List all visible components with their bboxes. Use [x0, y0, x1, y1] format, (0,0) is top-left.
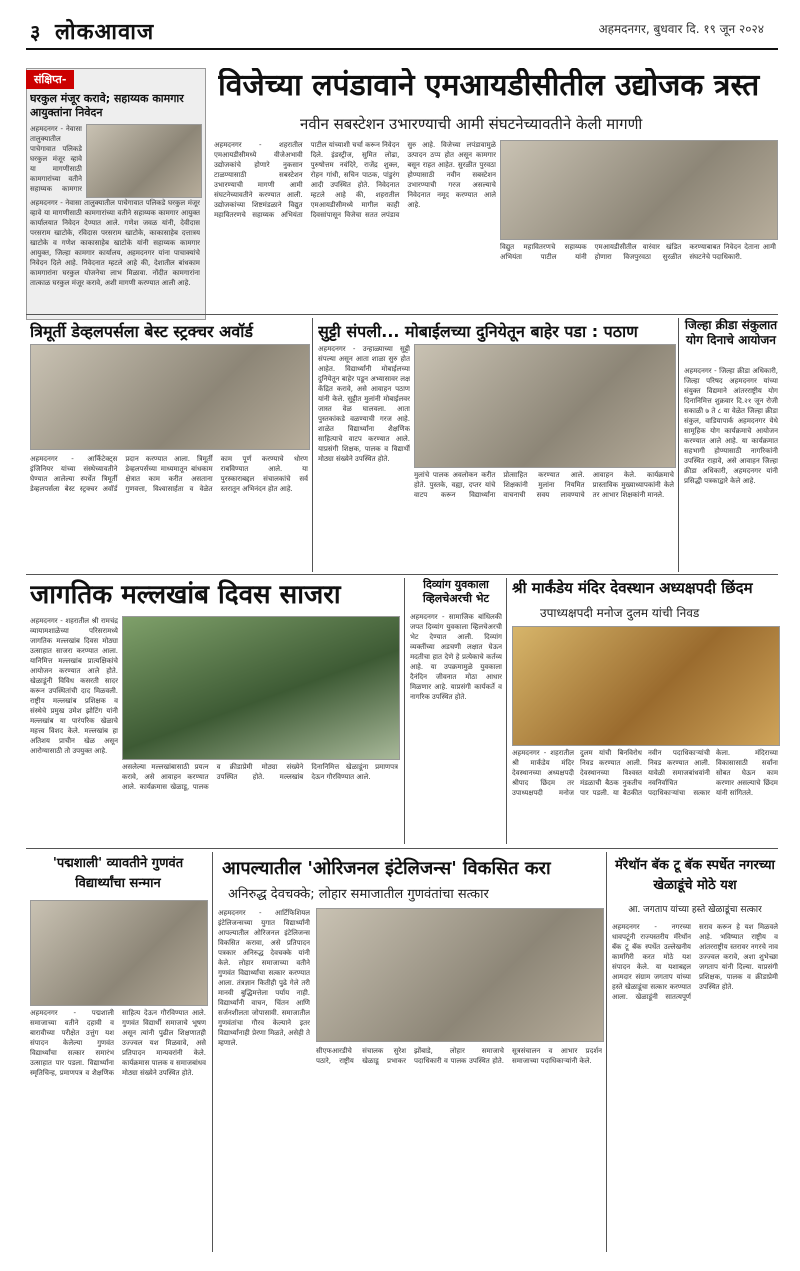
midc-headline: विजेच्या लपंडावाने एमआयडीसीतील उद्योजक त्रस्त [218, 68, 760, 103]
midc-subhead: नवीन सबस्टेशन उभारण्याची आमी संघटनेच्यावतीने केली मागणी [300, 115, 643, 133]
mobile-photo [414, 344, 676, 468]
col-rule-2 [678, 318, 679, 572]
col-rule-4 [506, 578, 507, 844]
padmashali-body: अहमदनगर - पद्मशाली समाजाच्या वतीने दहावी व बारावीच्या परीक्षेत उत्तुंग यश संपादन केलेल्या गुणवंत विद्यार्थ्यांचा सत्कार समारंभ उत्साहात पार पडला. विद्यार्थ्यांना स्मृतिचिन्ह, प्रमाणपत्र व शैक्षणिक साहित्य देऊन गौरविण्यात आले. गुणवंत विद्यार्थी समाजाचे भूषण असून त्यांनी पुढील शिक्षणातही उज्ज्वल यश मिळवावे, असे प्रतिपादन मान्यवरांनी केले. कार्यक्रमास पालक व समाजबांधव मोठ्या संख्येने उपस्थित होते. [30, 1009, 206, 1077]
markandeya-photo [512, 626, 780, 746]
trimurti-headline: त्रिमूर्ती डेव्हलपर्सला बेस्ट स्ट्रक्चर अवॉर्ड [30, 322, 253, 341]
ai-photo [316, 908, 604, 1042]
trimurti-photo [30, 344, 310, 450]
col-rule-5 [212, 852, 213, 1252]
padmashali-photo [30, 900, 208, 1006]
brief-label: संक्षिप्त- [26, 70, 74, 89]
col-rule-3 [404, 578, 405, 844]
marathon-body: अहमदनगर - नगरच्या धावपटूंनी राज्यस्तरीय मॅरेथॉन बॅक टू बॅक स्पर्धेत उल्लेखनीय कामगिरी करत मोठे यश संपादन केले. या यशाबद्दल आमदार संग्राम जगताप यांच्या हस्ते खेळाडूंचा सत्कार करण्यात आला. खेळाडूंनी सातत्यपूर्ण सराव करून हे यश मिळवले आहे. भविष्यात राष्ट्रीय व आंतरराष्ट्रीय स्तरावर नगरचे नाव उज्ज्वल करावे, अशा शुभेच्छा जगताप यांनी दिल्या. याप्रसंगी प्रशिक्षक, पालक व क्रीडाप्रेमी उपस्थित होते. [612, 923, 778, 1001]
mallakhamb-body2: असलेल्या मल्लखांबासाठी प्रयत्न करावे, असे आवाहन करण्यात आले. कार्यक्रमास खेळाडू, पालक व क्रीडाप्रेमी मोठ्या संख्येने उपस्थित होते. मल्लखांब दिनानिमित्त खेळाडूंना प्रमाणपत्र देऊन गौरविण्यात आले. [122, 763, 398, 791]
markandeya-subhead: उपाध्यक्षपदी मनोज दुलम यांची निवड [540, 606, 700, 620]
col-rule-6 [606, 852, 607, 1252]
ai-body: अहमदनगर - आर्टिफिशियल इंटेलिजन्सच्या युगात विद्यार्थ्यांनी आपल्यातील ओरिजनल इंटेलिजन्स विकसित करावा, असे प्रतिपादन पत्रकार अनिरुद्ध देवचक्के यांनी केले. लोहार समाजाच्या वतीने गुणवंत विद्यार्थ्यांचा सत्कार करण्यात आला. तंत्रज्ञान कितीही पुढे गेले तरी मानवी बुद्धिमत्तेला पर्याय नाही. विद्यार्थ्यांनी वाचन, चिंतन आणि सर्जनशीलता जोपासावी. समाजातील गुणवंतांचा गौरव केल्याने इतर विद्यार्थ्यांनाही प्रेरणा मिळते, असेही ते म्हणाले. [218, 909, 310, 1047]
markandeya-body: अहमदनगर - शहरातील श्री मार्कंडेय मंदिर देवस्थानच्या अध्यक्षपदी श्रीपाद छिंदम तर उपाध्यक्षपदी मनोज दुलम यांची बिनविरोध निवड करण्यात आली. देवस्थानच्या विश्वस्त मंडळाची बैठक नुकतीच पार पडली. या बैठकीत नवीन पदाधिकाऱ्यांची निवड करण्यात आली. यावेळी समाजबांधवांनी नवनिर्वाचित पदाधिकाऱ्यांचा सत्कार केला. मंदिराच्या विकासासाठी सर्वांना सोबत घेऊन काम करणार असल्याचे छिंदम यांनी सांगितले. [512, 749, 778, 797]
col-rule-1 [312, 318, 313, 572]
ai-body2: सीएफआरडीचे संचालक सुरेश पठारे, राष्ट्रीय खेळाडू प्रभाकर झोंबाडे, लोहार समाजाचे पदाधिकारी व पालक उपस्थित होते. सूत्रसंचालन व आभार प्रदर्शन समाजाच्या पदाधिकाऱ्यांनी केले. [316, 1047, 602, 1065]
mallakhamb-body: अहमदनगर - शहरातील श्री रामचंद्र व्यायामशाळेच्या परिसरामध्ये जागतिक मल्लखांब दिवस मोठ्या उत्साहात साजरा करण्यात आला. यानिमित्त मल्लखांब प्रात्यक्षिकांचे आयोजन करण्यात आले होते. खेळाडूंनी विविध कसरती सादर करून उपस्थितांची दाद मिळवली. राष्ट्रीय मल्लखांब प्रशिक्षक व संस्थेचे प्रमुख उमेश झोटिंग यांनी मल्लखांब या पारंपरिक खेळाचे महत्त्व विशद केले. मल्लखांब हा अतिशय प्राचीन खेळ असून आरोग्यासाठी तो उपयुक्त आहे. [30, 617, 118, 755]
yoga-body: अहमदनगर - जिल्हा क्रीडा अधिकारी, जिल्हा परिषद अहमदनगर यांच्या संयुक्त विद्यमाने आंतरराष्ट्रीय योग दिनानिमित्त शुक्रवार दि.२१ जून रोजी सकाळी ७ ते ८ या वेळेत जिल्हा क्रीडा संकुल, वाडियापार्क अहमदनगर येथे सामूहिक योग कार्यक्रमाचे आयोजन करण्यात आले आहे. या कार्यक्रमात सहभागी होण्यासाठी नागरिकांनी उपस्थित राहावे, असे आवाहन जिल्हा क्रीडा अधिकारी, अहमदनगर यांनी प्रसिद्धी पत्रकाद्वारे केले आहे. [684, 367, 778, 485]
divyang-headline: दिव्यांग युवकाला व्हिलचेअरची भेट [422, 578, 490, 605]
mallakhamb-photo [122, 616, 400, 760]
midc-caption: विद्युत महावितरणचे सहाय्यक अभियंता पाटील यांनी एमआयडीसीतील वारंवार खंडित होणारा विजपुरवठा सुरळीत करण्याबाबत निवेदन देताना आमी संघटनेचे पदाधिकारी. [500, 243, 776, 261]
yoga-headline: जिल्हा क्रीडा संकुलात योग दिनाचे आयोजन [684, 318, 778, 347]
brief-photo [86, 124, 202, 198]
brief-body-col: अहमदनगर - नेवासा तालुक्यातील पाचेगावात पलिकडे घरकुल मंजूर व्हावे या मागणीसाठी कामगारांच्या वतीने सहाय्यक कामगार [30, 125, 82, 193]
row-rule-1 [26, 314, 778, 315]
ai-headline: आपल्यातील 'ओरिजनल इंटेलिजन्स' विकसित करा [222, 858, 551, 879]
page-number: ३ [30, 20, 41, 44]
row-rule-3 [26, 848, 778, 849]
marathon-subhead: आ. जगताप यांच्या हस्ते खेळाडूंचा सत्कार [628, 905, 762, 915]
brief-body: अहमदनगर - नेवासा तालुक्यातील पाचेगावात पलिकडे घरकुल मंजूर व्हावे या मागणीसाठी कामगारांच्या वतीने सहाय्यक कामगार आयुक्त कार्यालयात निवेदन देण्यात आले. गणेश जवळ यांनी, देवीदास परसराम खाटोके, रविदास परसराम खाटोके, काकासाहेब दत्तात्रय खाटोके व गणेश काकासाहेब खाटोके यांनी सहाय्यक कामगार आयुक्त, जिल्हा कामगार कार्यालय, अहमदनगर यांना पाचाक्यांचे निवेदन दिले आहे. निवेदनात म्हटले आहे की, देशातील बांधकाम कामगारांना घरकुल योजनेचा लाभ मिळावा. नोंदीत कामगारांना तात्काळ घरकुल मंजूर करावे, अशी मागणी करण्यात आली आहे. [30, 199, 200, 287]
markandeya-headline: श्री मार्कंडेय मंदिर देवस्थान अध्यक्षपदी छिंदम [512, 579, 753, 597]
midc-photo [500, 140, 778, 240]
padmashali-headline: 'पद्मशाली' व्यावतीने गुणवंत विद्यार्थ्यांचा सन्मान [52, 856, 184, 891]
masthead: लोकआवाज [55, 20, 155, 45]
mobile-body: अहमदनगर - उन्हाळ्याच्या सुट्टी संपल्या असून आता शाळा सुरु होत आहेत. विद्यार्थ्यांनी मोबाईलच्या दुनियेतून बाहेर पडून अभ्यासावर लक्ष केंद्रित करावे, असे आवाहन पठाण यांनी केले. सुट्टीत मुलांनी मोबाईलवर जास्त वेळ घालवला. आता पुस्तकांकडे वळण्याची गरज आहे. शाळेत विद्यार्थ्यांना शैक्षणिक साहित्याचे वाटप करण्यात आले. याप्रसंगी शिक्षक, पालक व विद्यार्थी मोठ्या संख्येने उपस्थित होते. [318, 345, 410, 463]
ai-subhead: अनिरुद्ध देवचक्के; लोहार समाजातील गुणवंतांचा सत्कार [228, 887, 489, 902]
midc-body: अहमदनगर - शहरातील एमआयडीसीमध्ये वीजेअभावी उद्योजकांचे होणारे नुकसान टाळण्यासाठी सबस्टेशन उभारण्याची मागणी आमी संघटनेच्यावतीने करण्यात आली. उद्योजकांच्या शिष्टमंडळाने विद्युत महावितरणचे सहाय्यक अभियंता पाटील यांच्याशी चर्चा करून निवेदन दिले. इंडस्ट्रीज, सुमित लोढा, पुरुषोत्तम नवंदिरे, राजेंद्र शुक्ल, रोहन गांधी, सचिन पाठक, पांडुरंग आदी उपस्थित होते. निवेदनात म्हटले आहे की, शहरातील एमआयडीसीमध्ये मागील काही दिवसांपासून विजेचा सतत लपंडाव सुरु आहे. विजेच्या लपंडावामुळे उत्पादन ठप्प होत असून कामगार बसून राहत आहेत. सुरळीत पुरवठा होण्यासाठी नवीन सबस्टेशन उभारण्याची गरज असल्याचे निवेदनात नमूद करण्यात आले आहे. [214, 141, 496, 219]
header-rule [26, 48, 778, 50]
marathon-headline: मॅरेथॉन बॅक टू बॅक स्पर्धेत नगरच्या खेळाडूंचे मोठे यश [615, 858, 775, 893]
divyang-body: अहमदनगर - सामाजिक बांधिलकी जपत दिव्यांग युवकाला व्हिलचेअरची भेट देण्यात आली. दिव्यांग व्यक्तींच्या अडचणी लक्षात घेऊन मदतीचा हात देणे हे प्रत्येकाचे कर्तव्य आहे. या उपक्रमामुळे युवकाला दैनंदिन जीवनात मोठा आधार मिळणार आहे. याप्रसंगी कार्यकर्ते व नागरिक उपस्थित होते. [410, 613, 502, 701]
dateline: अहमदनगर, बुधवार दि. १९ जून २०२४ [598, 22, 764, 36]
mobile-body2: मुलांचे पालक अवलोकन करीत होते. पुस्तके, वह्या, दप्तर यांचे वाटप करून विद्यार्थ्यांना प्रोत्साहित करण्यात आले. शिक्षकांनी मुलांना नियमित वाचनाची सवय लावण्याचे आवाहन केले. कार्यक्रमाचे प्रास्ताविक मुख्याध्यापकांनी केले तर आभार शिक्षकांनी मानले. [414, 471, 674, 499]
brief-headline: घरकुल मंजूर करावे; सहाय्यक कामगार आयुक्तांना निवेदन [30, 92, 184, 119]
mallakhamb-headline: जागतिक मल्लखांब दिवस साजरा [30, 580, 341, 610]
trimurti-body: अहमदनगर - आर्किटेक्ट्स इंजिनियर यांच्या संस्थेच्यावतीने घेण्यात आलेल्या स्पर्धेत त्रिमूर्ती डेव्हलपर्सला बेस्ट स्ट्रक्चर अवॉर्ड प्रदान करण्यात आला. त्रिमूर्ती डेव्हलपर्सच्या माध्यमातून बांधकाम क्षेत्रात काम करीत असताना गुणवत्ता, विश्वासार्हता व वेळेत काम पूर्ण करण्याचे धोरण राबविण्यात आले. या पुरस्काराबद्दल संचालकांचे सर्व स्तरातून अभिनंदन होत आहे. [30, 455, 308, 493]
row-rule-2 [26, 574, 778, 575]
mobile-headline: सुट्टी संपली... मोबाईलच्या दुनियेतून बाहेर पडा : पठाण [318, 322, 638, 341]
